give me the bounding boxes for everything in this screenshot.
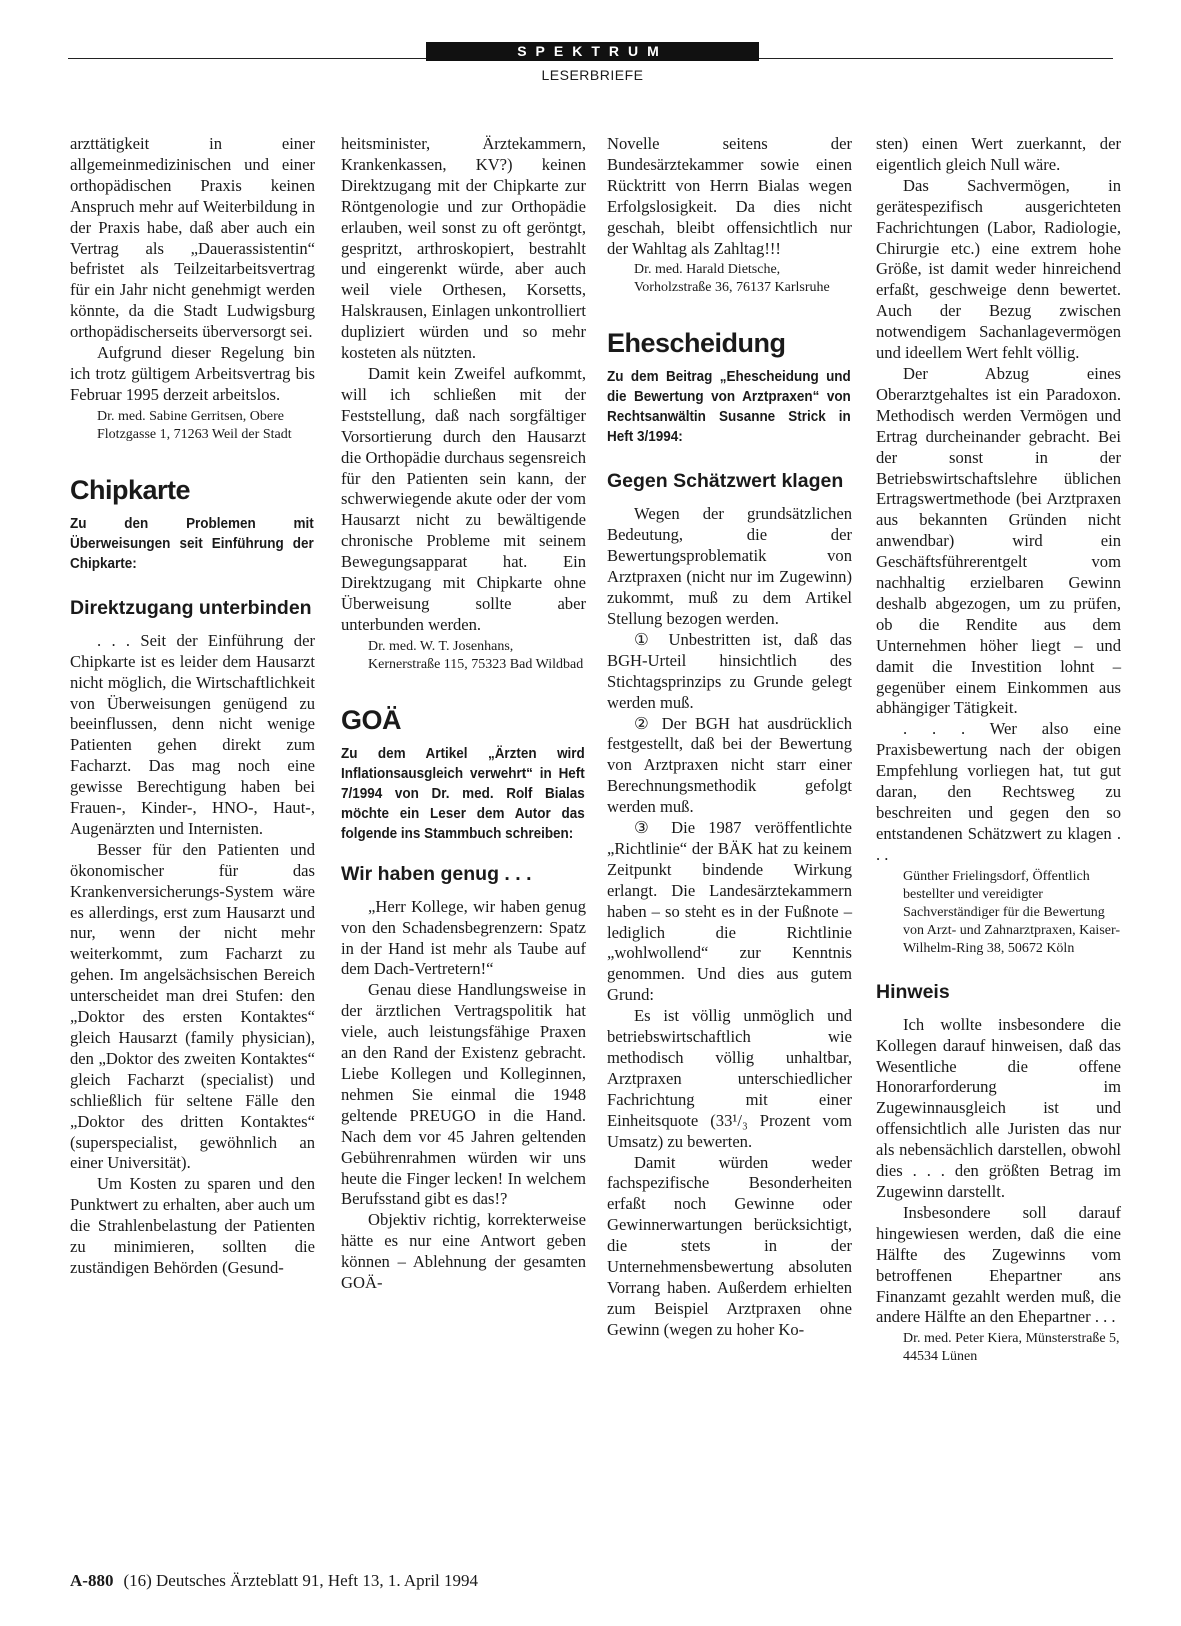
letter-signature: Dr. med. Harald Dietsche, Vorholzstraße 36, 76137 Karlsruhe (634, 262, 830, 296)
paragraph: ② Der BGH hat ausdrücklich festgestellt, daß bei der Bewertung von Arztpraxen nicht starr einer Berechnungsmethodik gefolgt werden muß. (607, 713, 852, 817)
paragraph: Der Abzug eines Oberarztgehaltes ist ein Paradoxon. Methodisch werden Vermögen und Ertrag durcheinander gebracht. Bei der sonst in der Betriebswirtschaftslehre üblichen Ertragswertmethode (bei Arztpraxen aus bekannten Gründen nicht anwendbar) wird ein Geschäftsführerentgelt vom nachhaltig erzielbaren Gewinn deshalb abgezogen, um zu prüfen, ob die Rendite aus dem Unternehmen höher liegt – und damit die Investition lohnt – gegenüber einem Einkommen aus abhängiger Tätigkeit. (876, 363, 1121, 718)
paragraph: Damit würden weder fachspezifische Besonderheiten erfaßt noch Gewinne oder Gewinnerwartungen berücksichtigt, die stets in der Unternehmensbewertung absoluten Vorrang haben. Außerdem erhielten zum Beispiel Arztpraxen ohne Gewinn (wegen zu hoher Ko- (607, 1152, 852, 1339)
section-intro: Zu dem Beitrag „Ehescheidung und die Bewertung von Arztpraxen“ von Rechtsanwältin Susanne Strick in Heft 3/1994: (607, 369, 851, 446)
paragraph: ① Unbestritten ist, daß das BGH-Urteil hinsichtlich des Stichtagsprinzips zu Grunde gelegt werden muß. (607, 629, 852, 712)
footer-citation: (16) Deutsches Ärzteblatt 91, Heft 13, 1. April 1994 (123, 1571, 479, 1590)
paragraph: Genau diese Handlungsweise in der ärztlichen Vertragspolitik hat viele, auch leistungsfähige Praxen an den Rand der Existenz gebracht. Liebe Kollegen und Kolleginnen, nehmen Sie einmal die 1948 geltende PREUGO in die Hand. Nach dem vor 45 Jahren geltenden Gebührenrahmen würden wir uns heute die Finger lecken! In welchem Berufsstand gibt es das!? (341, 980, 586, 1209)
letter-signature: Dr. med. W. T. Josenhans, Kernerstraße 115, 75323 Bad Wildbad (368, 638, 584, 672)
letter-title: Hinweis (876, 980, 950, 1003)
section-heading: Chipkarte (70, 474, 191, 505)
paragraph: sten) einen Wert zuerkannt, der eigentlich gleich Null wäre. (876, 134, 1121, 174)
column-2 (341, 134, 586, 1294)
paragraph: Um Kosten zu sparen und den Punktwert zu erhalten, aber auch um die Strahlenbelastung der Patienten zu minimieren, sollten die zuständigen Behörden (Gesund- (70, 1174, 315, 1277)
paragraph: ③ Die 1987 veröffentlichte „Richtlinie“ der BÄK hat zu keinem Zeitpunkt bindende Wirkung erlangt. Die Landesärztekammern haben – so steht es in der Fußnote – lediglich die Richtlinie „wohlwollend“ zur Kenntnis genommen. Und dies aus gutem Grund: (607, 818, 852, 1005)
paragraph: Damit kein Zweifel aufkommt, will ich schließen mit der Feststellung, daß nach sorgfältiger Vorsortierung durch den Hausarzt die Orthopädie durchaus segensreich für den Patienten sein kann, der schwerwiegende akute oder der vom Hausarzt nicht zu bewältigende chronische Probleme mit seinem Bewegungsapparat hat. Ein Direktzugang mit Chipkarte ohne Überweisung sollte aber unterbunden werden. (341, 363, 586, 634)
letter-signature: Dr. med. Sabine Gerritsen, Obere Flotzgasse 1, 71263 Weil der Stadt (97, 408, 292, 442)
column-4 (876, 134, 1121, 1366)
paragraph: . . . Wer also eine Praxisbewertung nach der obigen Empfehlung vorliegen hat, tut gut daran, den Rechtsweg zu beschreiten und gegen den so entstandenen Schätzwert zu klagen . . . (876, 719, 1121, 864)
section-intro: Zu dem Artikel „Ärzten wird Inflationsausgleich verwehrt“ in Heft 7/1994 von Dr. med. Rolf Bialas möchte ein Leser dem Autor das folgende ins Stammbuch schreiben: (341, 745, 585, 842)
paragraph: Ich wollte insbesondere die Kollegen darauf hinweisen, daß das Wesentliche die offene Honorarforderung im Zugewinnausgleich ist und offensichtlich alle Juristen das nur als nebensächlich darstellen, obwohl dies . . . den größten Betrag im Zugewinn darstellt. (876, 1014, 1121, 1201)
section-label: SPEKTRUM (426, 42, 759, 61)
letter-signature: Günther Frielingsdorf, Öffentlich bestellter und vereidigter Sachverständiger für die Bewertung von Arzt- und Zahnarztpraxen, Kaiser-Wilhelm-Ring 38, 50672 Köln (903, 868, 1121, 956)
page-footer (70, 1571, 478, 1591)
paragraph: Insbesondere soll darauf hingewiesen werden, daß die eine Hälfte des Zugewinns vom betroffenen Ehepartner ans Finanzamt gezahlt werden muß, die andere Hälfte an den Ehepartner . . . (876, 1202, 1121, 1327)
section-heading: GOÄ (341, 704, 402, 735)
paragraph: „Herr Kollege, wir haben genug von den Schadensbegrenzern: Spatz in der Hand ist mehr als Taube auf dem Dach-Vertretern!“ (341, 896, 586, 979)
paragraph: arzttätigkeit in einer allgemeinmedizinischen und einer orthopädischen Praxis keinen Anspruch mehr auf Weiterbildung in der Praxis habe, daß aber auch ein Vertrag als „Dauerassistentin“ befristet als Teilzeitarbeitsvertrag für ein Jahr nicht genehmigt werden könnte, da die Stadt Ludwigsburg orthopädischerseits überversorgt sei. (70, 134, 315, 342)
paragraph: Wegen der grundsätzlichen Bedeutung, die der Bewertungsproblematik von Arztpraxen (nicht nur im Zugewinn) zukommt, muß zu dem Artikel Stellung bezogen werden. (607, 504, 852, 628)
paragraph: . . . Seit der Einführung der Chipkarte ist es leider dem Hausarzt nicht möglich, die Wirtschaftlichkeit von Überweisungen genügend zu beeinflussen, denn nicht wenige Patienten gehen direkt zum Facharzt. Das mag noch eine gewisse Berechtigung haben bei Frauen-, Kinder-, HNO-, Haut-, Augenärzten und Internisten. (70, 630, 315, 838)
paragraph: Aufgrund dieser Regelung bin ich trotz gültigem Arbeitsvertrag bis Februar 1995 derzeit arbeitslos. (70, 343, 315, 404)
letter-title: Gegen Schätzwert klagen (607, 470, 844, 493)
letter-title: Direktzugang unterbinden (70, 596, 312, 619)
paragraph: Besser für den Patienten und ökonomischer für das Krankenversicherungs-System wäre es allerdings, erst zum Hausarzt und nur, wenn der nicht mehr weiterkommt, zum Facharzt zu gehen. Im angelsächsischen Bereich unterscheidet man drei Stufen: den „Doktor des ersten Kontaktes“ gleich Hausarzt (family physician), den „Doktor des zweiten Kontaktes“ gleich Facharzt (specialist) und schließlich für seltene Fälle den „Doktor des dritten Kontaktes“ (superspecialist, gewöhnlich an einer Universität). (70, 839, 315, 1173)
paragraph: Das Sachvermögen, in gerätespezifisch ausgerichteten Fachrichtungen (Labor, Radiologie, Chirurgie etc.) eine extrem hohe Größe, ist damit weder hinreichend erfaßt, geschweige denn bewertet. Auch der Bezug zwischen notwendigem Sachanlagevermögen und ideellem Wert fehlt völlig. (876, 175, 1121, 363)
paragraph: heitsminister, Ärztekammern, Krankenkassen, KV?) keinen Direktzugang mit der Chipkarte zur Röntgenologie und zur Orthopädie erlauben, weil sonst zu oft geröntgt, gespritzt, arthroskopiert, bestrahlt und eingerenkt würde, aber auch weil viele Orthesen, Korsetts, Halskrausen, Einlagen unkontrolliert dupliziert würden und so mehr kosteten als nützten. (341, 134, 586, 363)
letter-title: Wir haben genug . . . (341, 862, 532, 885)
section-intro: Zu den Problemen mit Überweisungen seit Einführung der Chipkarte: (70, 515, 314, 572)
letter-signature: Dr. med. Peter Kiera, Münsterstraße 5, 44534 Lünen (903, 1331, 1120, 1365)
column-1 (70, 134, 315, 1279)
subsection-label: LESERBRIEFE (541, 67, 644, 83)
column-3 (607, 134, 852, 1341)
paragraph: Objektiv richtig, korrekterweise hätte es nur eine Antwort geben können – Ablehnung der gesamten GOÄ- (341, 1210, 586, 1293)
section-heading: Ehescheidung (607, 328, 786, 359)
page-number: A-880 (70, 1571, 114, 1590)
paragraph: Novelle seitens der Bundesärztekammer sowie einen Rücktritt von Herrn Bialas wegen Erfolgslosigkeit. Da dies nicht geschah, bleibt offensichtlich nur der Wahltag als Zahltag!!! (607, 134, 852, 258)
paragraph: Es ist völlig unmöglich und betriebswirtschaftlich wie methodisch völlig unhaltbar, Arztpraxen unterschiedlicher Fachrichtung mit einer Einheitsquote (33¹/₃ Prozent vom Umsatz) zu bewerten. (607, 1006, 852, 1151)
